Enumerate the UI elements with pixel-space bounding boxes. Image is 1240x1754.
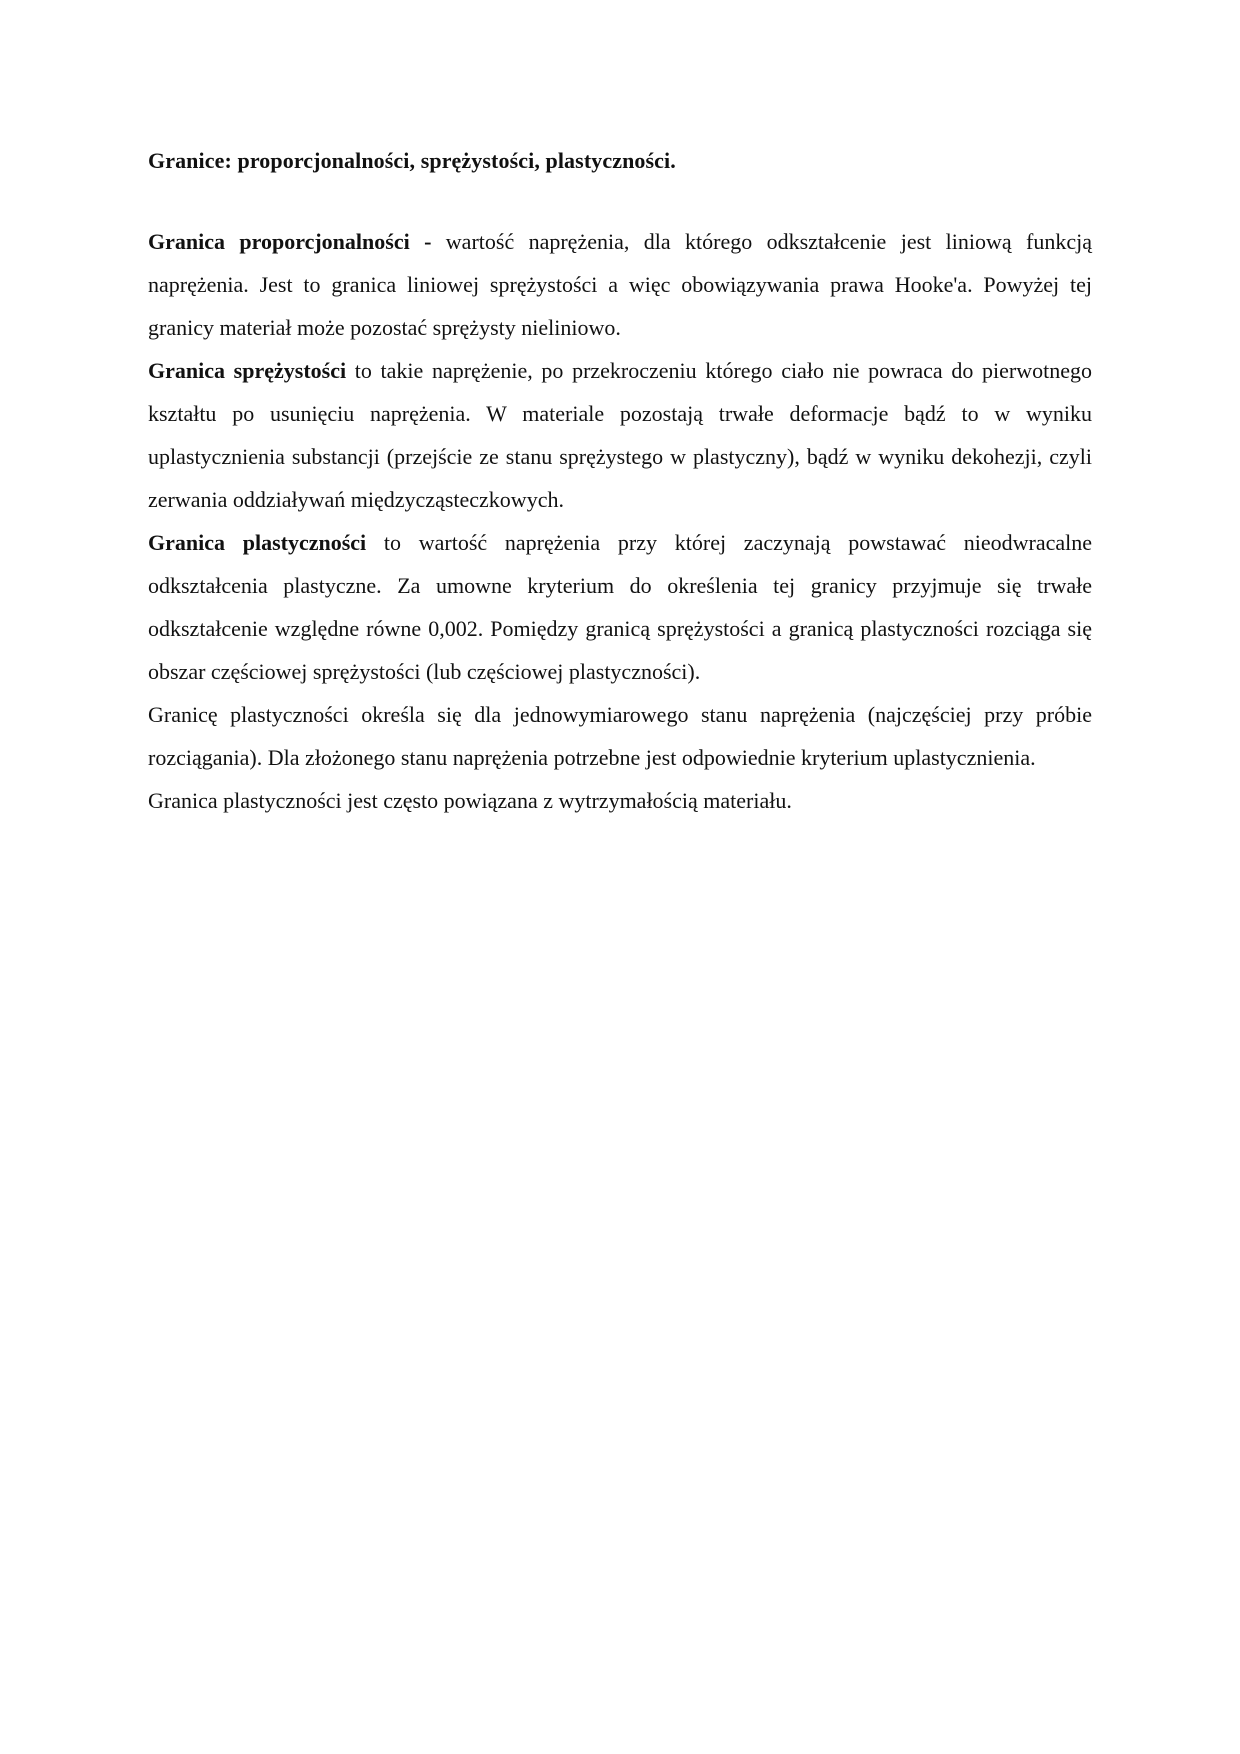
text-yield-determination: Granicę plastyczności określa się dla jednowymiarowego stanu naprężenia (najczęściej przy próbie rozciągania). Dla złożonego stanu naprężenia potrzebne jest odpowiednie kryterium uplastycznienia.: [148, 702, 1092, 770]
definition-yield-limit: to wartość naprężenia przy której zaczynają powstawać nieodwracalne odkształcenia plastyczne. Za umowne kryterium do określenia tej granicy przyjmuje się trwałe odkształcenie względne równe 0,002. Pomiędzy granicą sprężystości a granicą plastyczności rozciąga się obszar częściowej sprężystości (lub częściowej plastyczności).: [148, 530, 1092, 684]
definition-elastic-limit: to takie naprężenie, po przekroczeniu którego ciało nie powraca do pierwotnego kształtu po usunięciu naprężenia. W materiale pozostają trwałe deformacje bądź to w wyniku uplastycznienia substancji (przejście ze stanu sprężystego w plastyczny), bądź w wyniku dekohezji, czyli zerwania oddziaływań międzycząsteczkowych.: [148, 358, 1092, 512]
term-elastic-limit: Granica sprężystości: [148, 358, 347, 383]
document-title: Granice: proporcjonalności, sprężystości, plastyczności.: [148, 148, 676, 173]
term-yield-limit: Granica plastyczności: [148, 530, 367, 555]
paragraph-yield-limit: [148, 521, 1092, 693]
definition-proportionality-limit: wartość naprężenia, dla którego odkształcenie jest liniową funkcją naprężenia. Jest to granica liniowej sprężystości a więc obowiązywania prawa Hooke'a. Powyżej tej granicy materiał może pozostać sprężysty nieliniowo.: [148, 229, 1092, 340]
paragraph-yield-strength-relation: [148, 779, 1092, 822]
paragraph-proportionality-limit: [148, 220, 1092, 349]
term-proportionality-limit: Granica proporcjonalności -: [148, 229, 432, 254]
paragraph-yield-determination: [148, 693, 1092, 779]
text-yield-strength-relation: Granica plastyczności jest często powiązana z wytrzymałością materiału.: [148, 788, 792, 813]
document-page: [148, 146, 1092, 822]
paragraph-elastic-limit: [148, 349, 1092, 521]
